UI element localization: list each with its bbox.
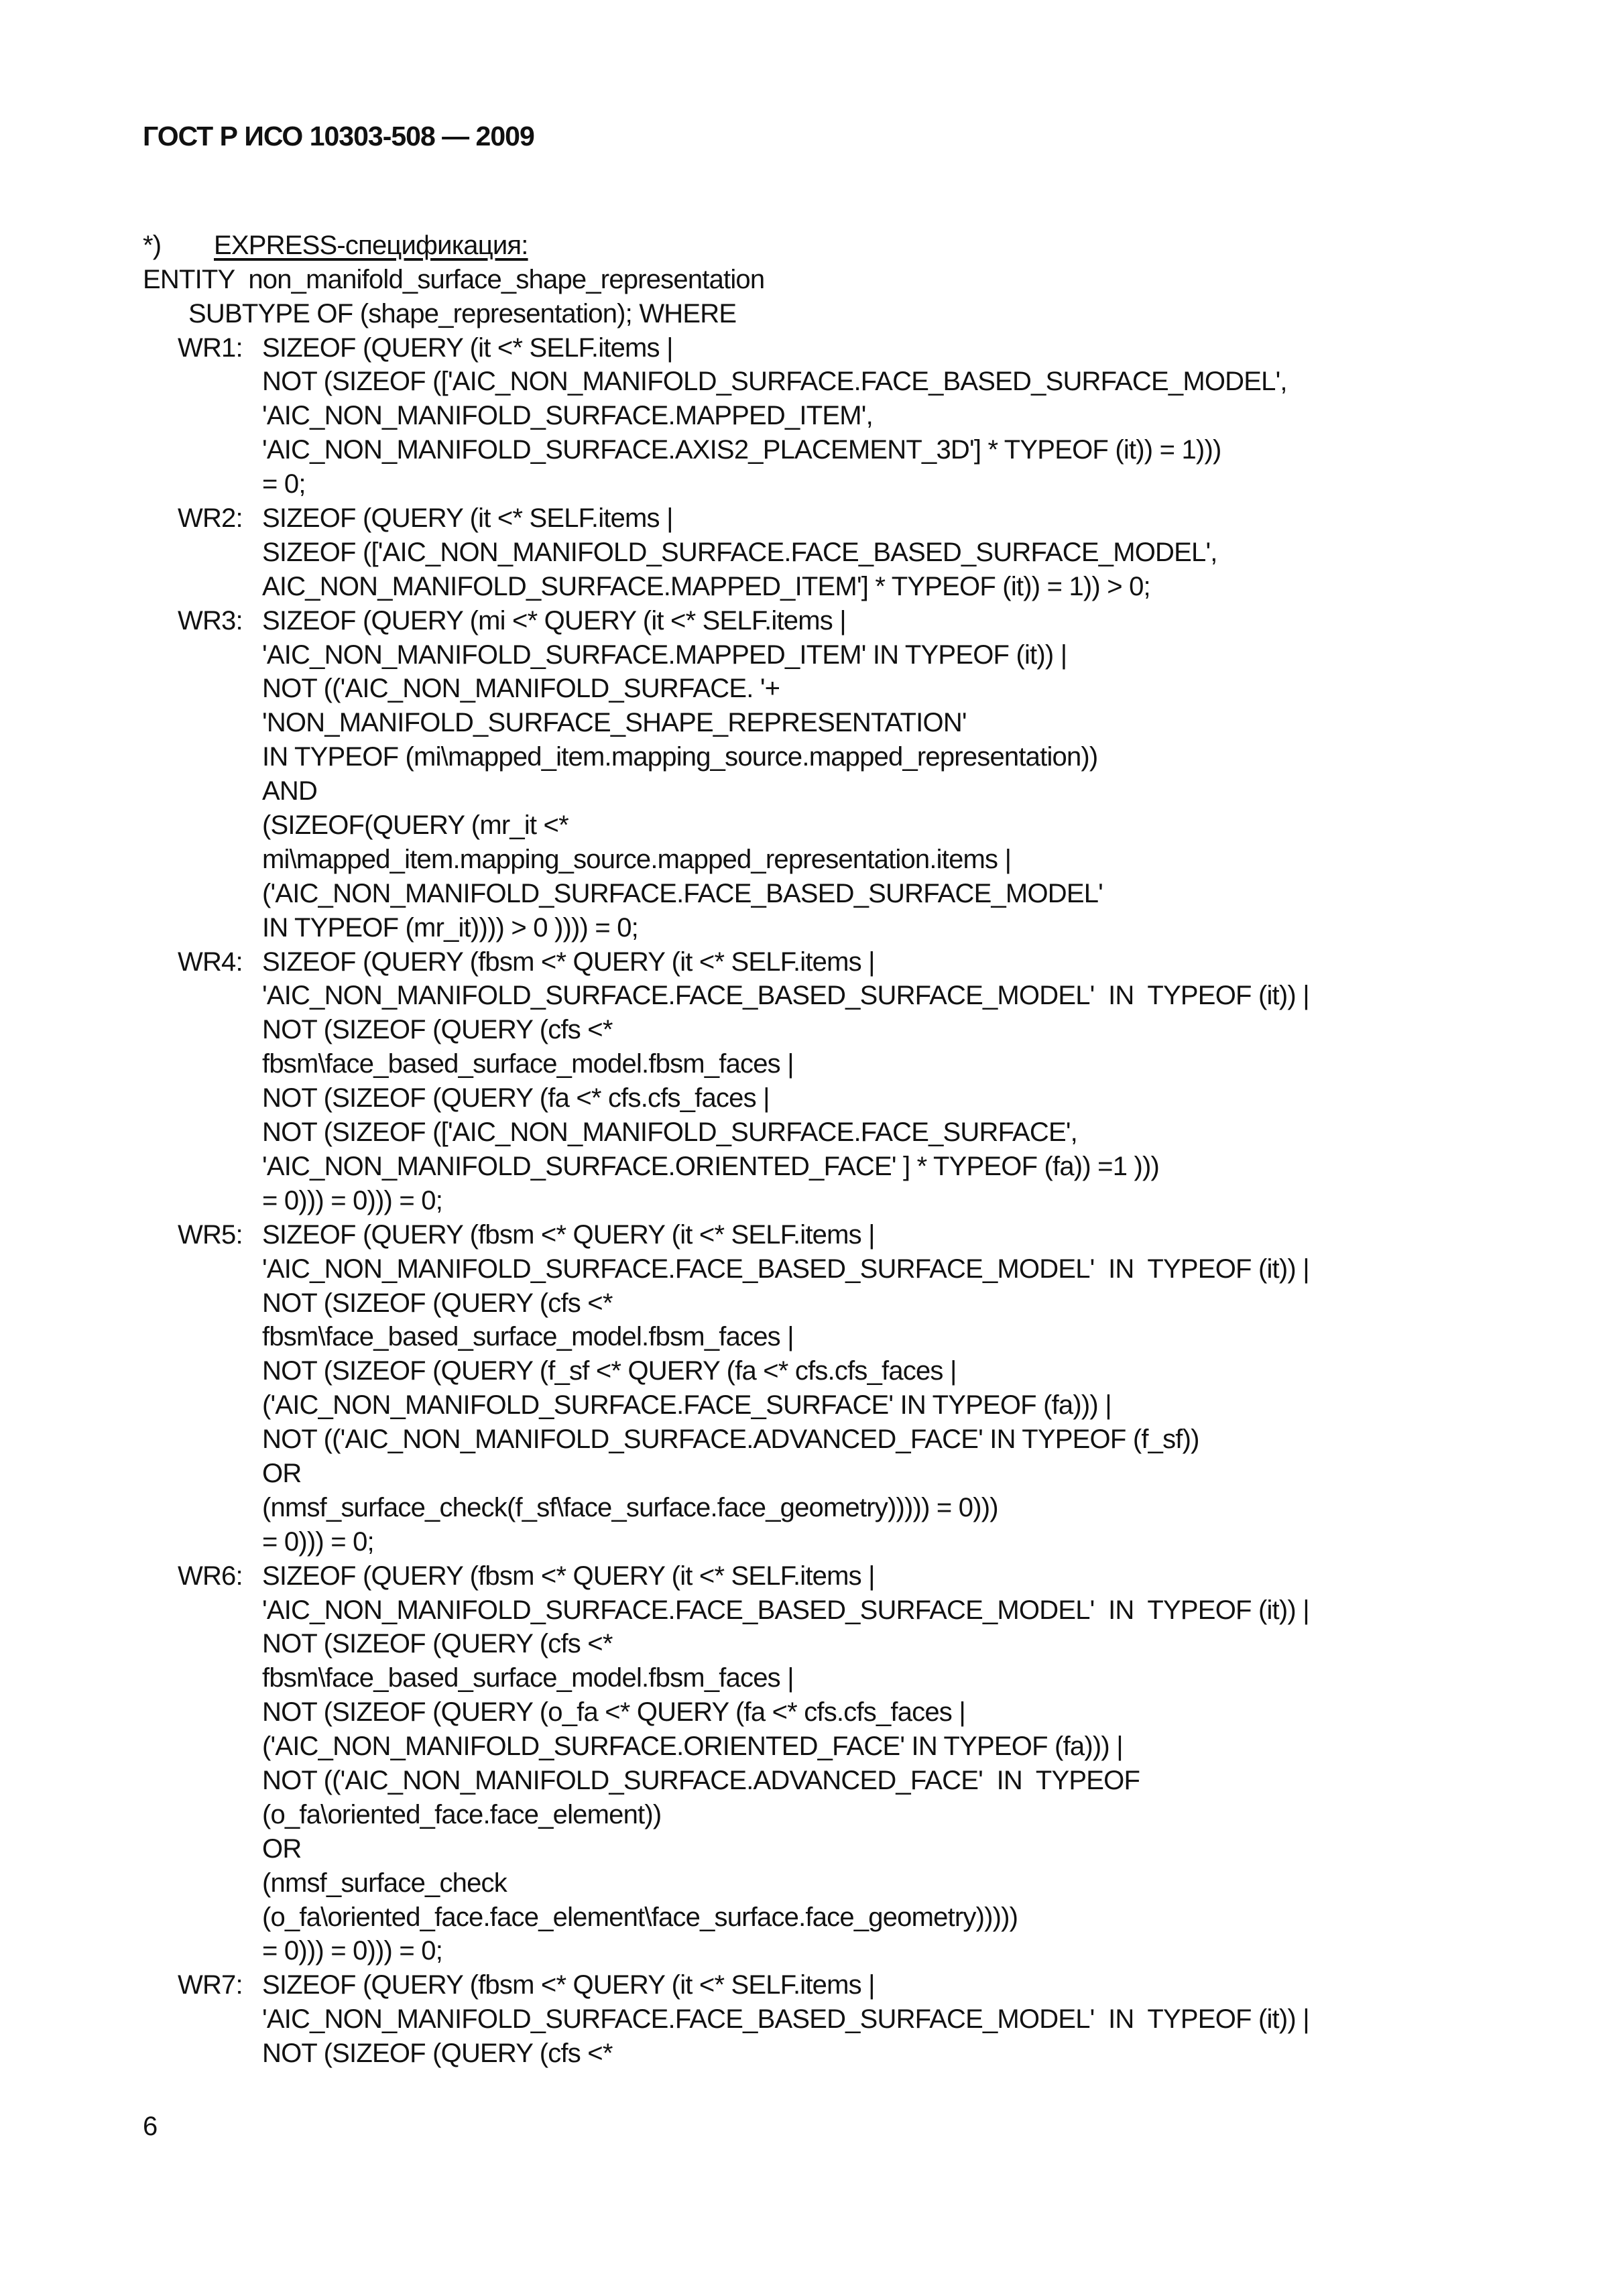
code-text: fbsm\face_based_surface_model.fbsm_faces | bbox=[262, 1322, 794, 1352]
code-text: (nmsf_surface_check(f_sf\face_surface.face_geometry))))) = 0))) bbox=[262, 1492, 998, 1522]
code-line bbox=[143, 2002, 1484, 2037]
code-text: = 0; bbox=[262, 469, 306, 499]
code-line bbox=[143, 399, 1484, 433]
code-text: SIZEOF (QUERY (mi <* QUERY (it <* SELF.items | bbox=[262, 605, 846, 636]
code-text: NOT (SIZEOF (QUERY (o_fa <* QUERY (fa <* cfs.cfs_faces | bbox=[262, 1697, 965, 1728]
code-text: (o_fa\oriented_face.face_element)) bbox=[262, 1799, 662, 1829]
code-text: (o_fa\oriented_face.face_element\face_surface.face_geometry))))) bbox=[262, 1902, 1018, 1932]
code-text: SIZEOF (QUERY (it <* SELF.items | bbox=[262, 333, 673, 363]
code-text: SIZEOF (QUERY (fbsm <* QUERY (it <* SELF.items | bbox=[262, 1970, 875, 2000]
rule-label: WR3: bbox=[178, 605, 243, 636]
spec-heading-line bbox=[143, 194, 1484, 260]
rule-label: WR4: bbox=[178, 947, 243, 977]
code-text: (SIZEOF(QUERY (mr_it <* bbox=[262, 810, 568, 841]
rule-label: WR7: bbox=[178, 1970, 243, 2000]
code-line bbox=[143, 1423, 1484, 1457]
code-text: 'NON_MANIFOLD_SURFACE_SHAPE_REPRESENTATION' bbox=[262, 708, 967, 738]
code-text: NOT (('AIC_NON_MANIFOLD_SURFACE. '+ bbox=[262, 674, 780, 704]
rule-line bbox=[143, 1968, 1484, 2002]
code-line bbox=[143, 1150, 1484, 1184]
code-text: 'AIC_NON_MANIFOLD_SURFACE.FACE_BASED_SURFACE_MODEL' IN TYPEOF (it)) | bbox=[262, 981, 1309, 1011]
code-line bbox=[143, 467, 1484, 501]
code-line bbox=[143, 706, 1484, 740]
code-line bbox=[143, 1832, 1484, 1866]
code-line bbox=[143, 1525, 1484, 1559]
code-line bbox=[143, 536, 1484, 570]
code-line bbox=[143, 843, 1484, 877]
code-line bbox=[143, 911, 1484, 945]
code-line bbox=[143, 1320, 1484, 1354]
rule-line bbox=[143, 501, 1484, 536]
code-text: OR bbox=[262, 1833, 302, 1864]
code-text: NOT (SIZEOF (QUERY (f_sf <* QUERY (fa <* cfs.cfs_faces | bbox=[262, 1356, 957, 1386]
code-line bbox=[143, 297, 1484, 331]
code-text: 'AIC_NON_MANIFOLD_SURFACE.MAPPED_ITEM', bbox=[262, 401, 873, 431]
rule-line bbox=[143, 945, 1484, 979]
code-line bbox=[143, 1286, 1484, 1321]
code-line bbox=[143, 365, 1484, 399]
code-text: 'AIC_NON_MANIFOLD_SURFACE.FACE_BASED_SURFACE_MODEL' IN TYPEOF (it)) | bbox=[262, 2004, 1309, 2035]
code-text: IN TYPEOF (mr_it)))) > 0 )))) = 0; bbox=[262, 912, 638, 943]
code-text: (nmsf_surface_check bbox=[262, 1868, 507, 1898]
code-text: = 0))) = 0))) = 0; bbox=[262, 1185, 443, 1215]
code-text: = 0))) = 0))) = 0; bbox=[262, 1936, 443, 1966]
code-line bbox=[143, 570, 1484, 604]
code-text: 'AIC_NON_MANIFOLD_SURFACE.ORIENTED_FACE' ] * TYPEOF (fa)) =1 ))) bbox=[262, 1151, 1160, 1181]
code-text: SIZEOF (QUERY (fbsm <* QUERY (it <* SELF.items | bbox=[262, 1561, 875, 1591]
code-line bbox=[143, 229, 1484, 263]
code-text: 'AIC_NON_MANIFOLD_SURFACE.AXIS2_PLACEMENT_3D'] * TYPEOF (it)) = 1))) bbox=[262, 435, 1221, 465]
code-line bbox=[143, 1184, 1484, 1218]
rule-label: WR2: bbox=[178, 503, 243, 534]
page-number: 6 bbox=[143, 2112, 158, 2141]
code-line bbox=[143, 672, 1484, 706]
code-text: SIZEOF (QUERY (fbsm <* QUERY (it <* SELF.items | bbox=[262, 947, 875, 977]
code-text: NOT (('AIC_NON_MANIFOLD_SURFACE.ADVANCED_FACE' IN TYPEOF (f_sf)) bbox=[262, 1425, 1199, 1455]
code-text: 'AIC_NON_MANIFOLD_SURFACE.MAPPED_ITEM' IN TYPEOF (it)) | bbox=[262, 640, 1067, 670]
code-line bbox=[143, 2037, 1484, 2071]
code-line bbox=[143, 1491, 1484, 1525]
code-lines bbox=[143, 229, 1484, 2071]
code-text: NOT (('AIC_NON_MANIFOLD_SURFACE.ADVANCED_FACE' IN TYPEOF bbox=[262, 1765, 1140, 1795]
code-line bbox=[143, 1730, 1484, 1764]
code-line bbox=[143, 1115, 1484, 1150]
code-line bbox=[143, 1457, 1484, 1491]
code-text: ('AIC_NON_MANIFOLD_SURFACE.ORIENTED_FACE' IN TYPEOF (fa))) | bbox=[262, 1732, 1123, 1762]
spec-heading: EXPRESS-спецификация: bbox=[214, 230, 528, 260]
code-line bbox=[143, 1354, 1484, 1388]
code-text: SIZEOF (QUERY (it <* SELF.items | bbox=[262, 503, 673, 534]
code-text: SIZEOF (QUERY (fbsm <* QUERY (it <* SELF.items | bbox=[262, 1219, 875, 1250]
code-text: ('AIC_NON_MANIFOLD_SURFACE.FACE_BASED_SURFACE_MODEL' bbox=[262, 878, 1103, 908]
code-text: ENTITY non_manifold_surface_shape_representation bbox=[143, 264, 765, 294]
code-line bbox=[143, 1047, 1484, 1081]
code-text: NOT (SIZEOF (QUERY (cfs <* bbox=[262, 1015, 613, 1045]
code-text: SIZEOF (['AIC_NON_MANIFOLD_SURFACE.FACE_BASED_SURFACE_MODEL', bbox=[262, 537, 1217, 567]
code-line bbox=[143, 1764, 1484, 1798]
code-text: AIC_NON_MANIFOLD_SURFACE.MAPPED_ITEM'] * TYPEOF (it)) = 1)) > 0; bbox=[262, 571, 1150, 601]
code-line bbox=[143, 1627, 1484, 1661]
rule-label: WR1: bbox=[178, 333, 243, 363]
code-text: mi\mapped_item.mapping_source.mapped_representation.items | bbox=[262, 844, 1012, 874]
code-text: NOT (SIZEOF (QUERY (cfs <* bbox=[262, 1629, 613, 1659]
code-text: NOT (SIZEOF (['AIC_NON_MANIFOLD_SURFACE.FACE_BASED_SURFACE_MODEL', bbox=[262, 367, 1287, 397]
code-line bbox=[143, 740, 1484, 774]
rule-label: WR6: bbox=[178, 1561, 243, 1591]
code-text: *) bbox=[143, 230, 162, 260]
code-line bbox=[143, 1013, 1484, 1047]
code-line bbox=[143, 1934, 1484, 1968]
code-line bbox=[143, 1252, 1484, 1286]
code-line bbox=[143, 1593, 1484, 1628]
code-line bbox=[143, 877, 1484, 911]
code-line bbox=[143, 808, 1484, 843]
code-text: OR bbox=[262, 1458, 302, 1488]
rule-label: WR5: bbox=[178, 1219, 243, 1250]
code-line bbox=[143, 263, 1484, 297]
rule-line bbox=[143, 1218, 1484, 1252]
code-line bbox=[143, 1661, 1484, 1695]
page-header: ГОСТ Р ИСО 10303-508 — 2009 bbox=[143, 121, 534, 152]
code-line bbox=[143, 774, 1484, 808]
code-text: 'AIC_NON_MANIFOLD_SURFACE.FACE_BASED_SURFACE_MODEL' IN TYPEOF (it)) | bbox=[262, 1254, 1309, 1284]
code-text: NOT (SIZEOF (QUERY (cfs <* bbox=[262, 1288, 613, 1318]
code-text: SUBTYPE OF (shape_representation); WHERE bbox=[188, 298, 737, 328]
code-line bbox=[143, 1695, 1484, 1730]
code-line bbox=[143, 1866, 1484, 1900]
express-code-block bbox=[143, 194, 1484, 2071]
code-line bbox=[143, 638, 1484, 672]
code-text: NOT (SIZEOF (['AIC_NON_MANIFOLD_SURFACE.FACE_SURFACE', bbox=[262, 1117, 1077, 1148]
code-text: fbsm\face_based_surface_model.fbsm_faces | bbox=[262, 1663, 794, 1693]
code-text: ('AIC_NON_MANIFOLD_SURFACE.FACE_SURFACE' IN TYPEOF (fa))) | bbox=[262, 1390, 1111, 1421]
code-text: fbsm\face_based_surface_model.fbsm_faces | bbox=[262, 1049, 794, 1079]
code-text: = 0))) = 0; bbox=[262, 1526, 374, 1557]
rule-line bbox=[143, 331, 1484, 365]
code-line bbox=[143, 1798, 1484, 1832]
code-text: NOT (SIZEOF (QUERY (cfs <* bbox=[262, 2039, 613, 2069]
code-line bbox=[143, 1900, 1484, 1935]
code-text: NOT (SIZEOF (QUERY (fa <* cfs.cfs_faces | bbox=[262, 1083, 770, 1113]
code-line bbox=[143, 1081, 1484, 1115]
code-text: 'AIC_NON_MANIFOLD_SURFACE.FACE_BASED_SURFACE_MODEL' IN TYPEOF (it)) | bbox=[262, 1595, 1309, 1625]
code-line bbox=[143, 1388, 1484, 1423]
code-text: IN TYPEOF (mi\mapped_item.mapping_source.mapped_representation)) bbox=[262, 742, 1098, 772]
rule-line bbox=[143, 1559, 1484, 1593]
code-line bbox=[143, 979, 1484, 1013]
code-text: AND bbox=[262, 776, 318, 806]
code-line bbox=[143, 433, 1484, 467]
rule-line bbox=[143, 604, 1484, 638]
